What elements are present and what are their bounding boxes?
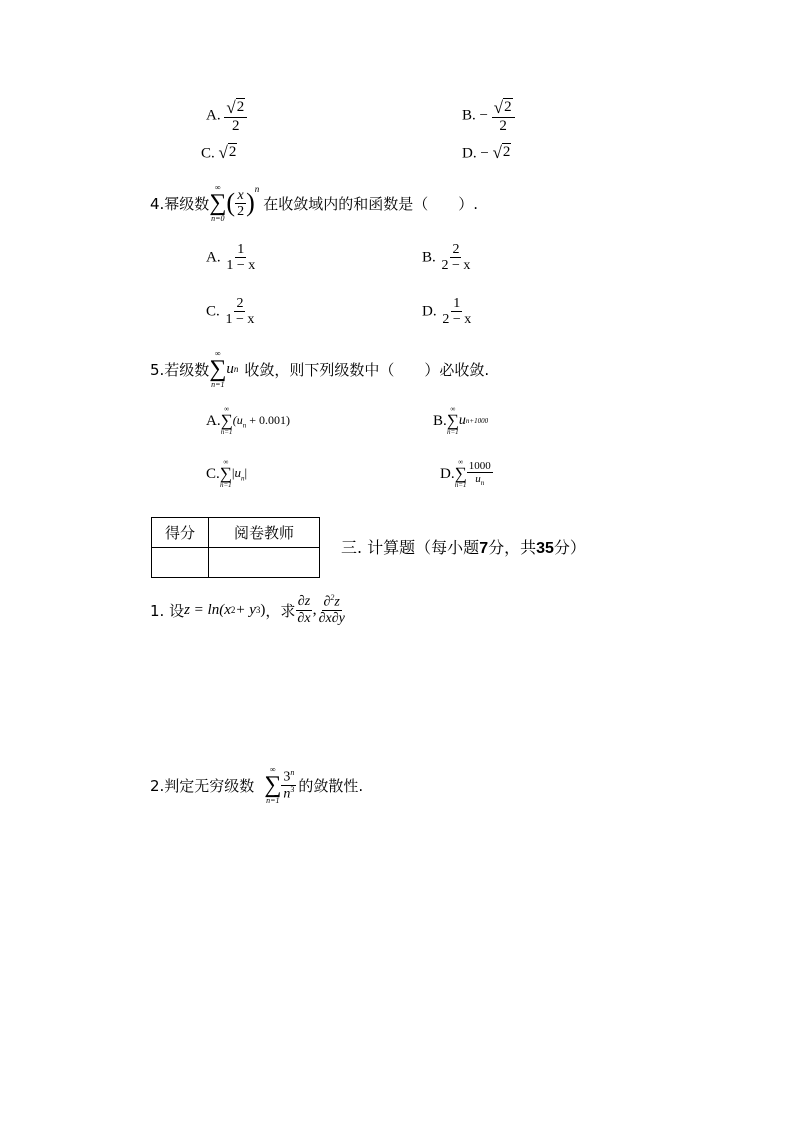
q5-option-d: D. ∞ ∑ n=1 $\frac{1000}{u_n}$ — [440, 458, 491, 490]
question-5: 5.若级数 ∞ ∑ n=1 u n 收敛，则下列级数中（ ）必收敛. — [150, 349, 490, 389]
q4-option-b: B. $\frac{2}{2 - x}$ — [422, 242, 471, 274]
question-5-prefix: 5.若级数 — [150, 360, 210, 379]
q5-option-b: B. ∞ ∑ n=1 u n+1000 — [433, 405, 489, 437]
option-label: B. — [462, 107, 476, 124]
section-3-title: 三. 计算题（每小题7分，共35分） — [341, 538, 586, 557]
minus-sign: − — [480, 145, 489, 162]
score-table — [151, 517, 320, 578]
minus-sign: − — [479, 107, 488, 124]
q3-option-c: C. √ 2 — [201, 142, 237, 162]
score-cell[interactable] — [152, 548, 209, 578]
summation: ∞ ∑ n=0 — [209, 183, 227, 223]
summation: ∞ ∑ n=1 — [209, 349, 227, 389]
grader-cell[interactable] — [209, 548, 320, 578]
fraction: $\frac{x}{2}$ — [237, 187, 245, 219]
calc-question-1: 1. 设 z = ln(x 2 + y 3 ) ，求 $\frac{\partial z}{\partial x}$ , $\frac{\partial^2z}{\partial x\partial y}$ — [150, 593, 345, 627]
question-4-suffix: 在收敛域内的和函数是（ ）. — [263, 194, 479, 213]
fraction: √ 2 2 — [224, 98, 247, 135]
q5-option-a: A. ∞ ∑ n=1 $(u_n + 0.001)$ — [206, 405, 290, 437]
score-header: 得分 — [152, 518, 209, 548]
q5-option-c: C. ∞ ∑ n=1 $|u_n|$ — [206, 458, 248, 490]
fraction: √ 2 2 — [492, 98, 515, 135]
question-4-prefix: 4.幂级数 — [150, 194, 210, 213]
q4-option-c: C. $\frac{2}{1 - x}$ — [206, 296, 255, 328]
question-5-suffix: 收敛，则下列级数中（ ）必收敛. — [244, 360, 490, 379]
grader-header: 阅卷教师 — [209, 518, 320, 548]
q4-option-d: D. $\frac{1}{2 - x}$ — [422, 296, 472, 328]
calc-1-prefix: 1. 设 — [150, 601, 185, 620]
question-4: 4.幂级数 ∞ ∑ n=0 ( $\frac{x}{2}$ ) n 在收敛域内的和函数是（ ）. — [150, 183, 479, 223]
q3-option-d: D. − √ 2 — [462, 142, 511, 162]
option-label: D. — [462, 145, 477, 162]
calc-2-prefix: 2.判定无穷级数 — [150, 776, 255, 795]
q4-option-a: A. $\frac{1}{1 - x}$ — [206, 242, 256, 274]
fraction: $\frac{3^n}{n^3}$ — [283, 767, 295, 802]
q3-option-b — [462, 98, 515, 135]
calc-2-suffix: 的敛散性. — [298, 776, 364, 795]
summation: ∞ ∑ n=1 — [264, 765, 282, 805]
partial-derivative-1: $\frac{\partial z}{\partial x}$ — [297, 594, 311, 626]
option-label: A. — [206, 107, 221, 124]
q3-option-a — [206, 98, 247, 135]
partial-derivative-2: $\frac{\partial^2z}{\partial x\partial y}$ — [318, 593, 345, 627]
option-label: C. — [201, 145, 215, 162]
calc-question-2 — [150, 766, 363, 805]
